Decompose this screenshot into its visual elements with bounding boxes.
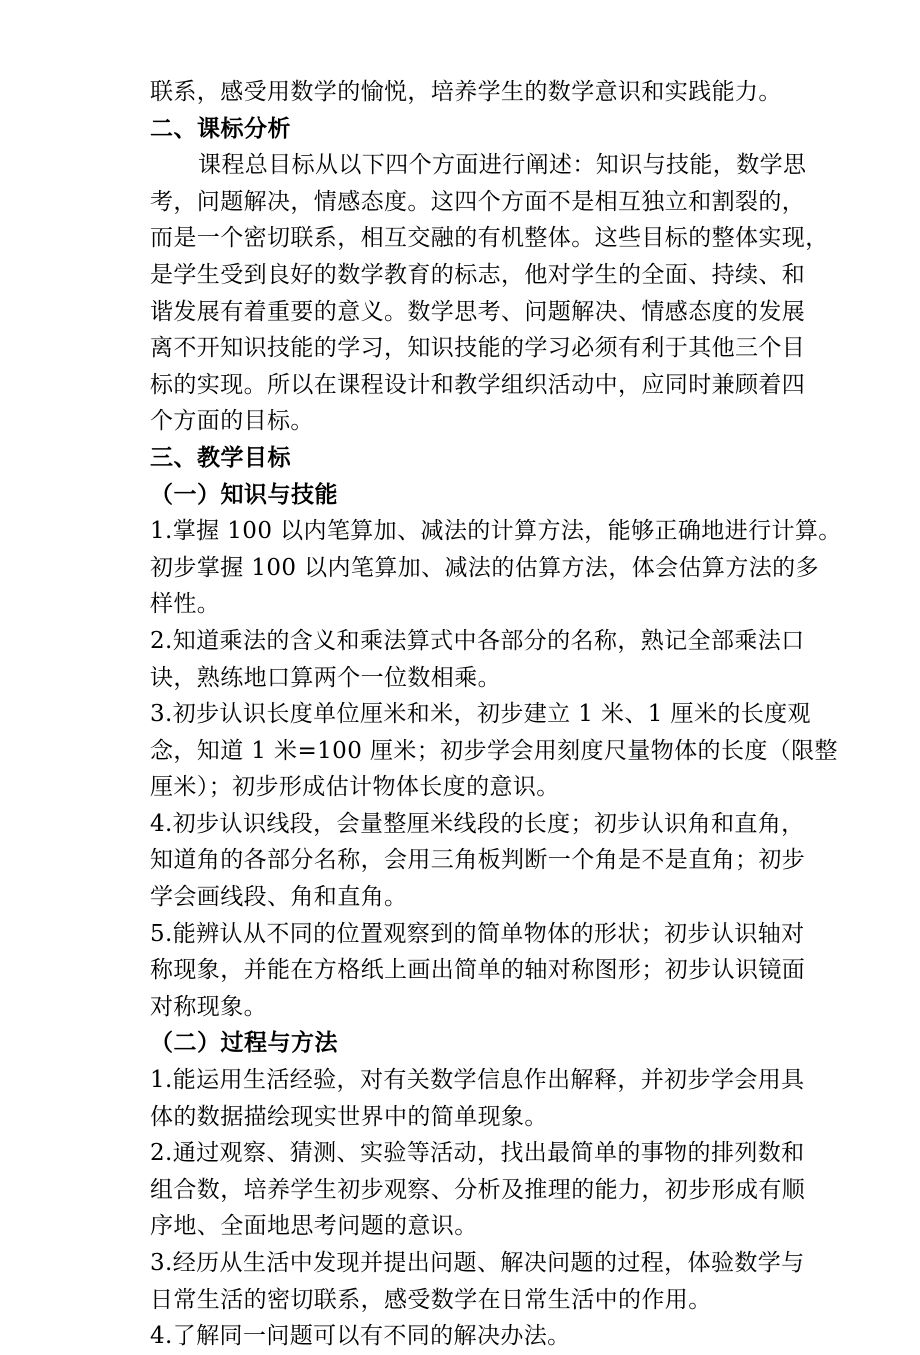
list-item-line: 2.知道乘法的含义和乘法算式中各部分的名称，熟记全部乘法口 [150, 627, 805, 654]
paragraph-line: 考，问题解决，情感态度。这四个方面不是相互独立和割裂的， [150, 188, 806, 215]
curriculum-analysis-paragraph [150, 147, 850, 440]
paragraph-line: 离不开知识技能的学习，知识技能的学习必须有利于其他三个目 [150, 335, 806, 362]
list-item-line: 诀，熟练地口算两个一位数相乘。 [150, 664, 501, 691]
process-methods-list [150, 1062, 850, 1355]
list-item-line: 组合数，培养学生初步观察、分析及推理的能力，初步形成有顺 [150, 1176, 806, 1203]
section-heading-curriculum-analysis: 二、课标分析 [150, 115, 291, 142]
document-page [150, 74, 850, 1355]
list-item-line: 序地、全面地思考问题的意识。 [150, 1213, 478, 1240]
list-item-line: 体的数据描绘现实世界中的简单现象。 [150, 1103, 548, 1130]
intro-line: 联系，感受用数学的愉悦，培养学生的数学意识和实践能力。 [150, 79, 782, 105]
list-item-line: 称现象，并能在方格纸上画出简单的轴对称图形；初步认识镜面 [150, 957, 806, 984]
list-item-line: 3.经历从生活中发现并提出问题、解决问题的过程，体验数学与 [150, 1250, 805, 1276]
paragraph-line: 标的实现。所以在课程设计和教学组织活动中，应同时兼顾着四 [150, 371, 806, 398]
knowledge-skills-list [150, 513, 850, 1025]
paragraph-line: 而是一个密切联系，相互交融的有机整体。这些目标的整体实现， [150, 225, 829, 252]
subsection-heading-process-methods: （二）过程与方法 [150, 1030, 338, 1057]
section-heading-teaching-goals: 三、教学目标 [150, 444, 291, 471]
list-item-line: 4.初步认识线段，会量整厘米线段的长度；初步认识角和直角， [150, 810, 805, 837]
list-item-line: 初步掌握 100 以内笔算加、减法的估算方法，体会估算方法的多 [150, 554, 819, 581]
list-item-line: 日常生活的密切联系，感受数学在日常生活中的作用。 [150, 1286, 712, 1313]
paragraph-line: 课程总目标从以下四个方面进行阐述：知识与技能，数学思 [198, 152, 807, 179]
list-item-line: 样性。 [150, 591, 221, 618]
list-item-line: 4.了解同一问题可以有不同的解决办法。 [150, 1323, 571, 1350]
list-item-line: 1.能运用生活经验，对有关数学信息作出解释，并初步学会用具 [150, 1067, 805, 1094]
list-item-line: 知道角的各部分名称，会用三角板判断一个角是不是直角；初步 [150, 847, 806, 874]
list-item-line: 念，知道 1 米=100 厘米；初步学会用刻度尺量物体的长度（限整 [150, 737, 838, 764]
list-item-line: 5.能辨认从不同的位置观察到的简单物体的形状；初步认识轴对 [150, 920, 805, 947]
subsection-heading-knowledge-skills: （一）知识与技能 [150, 481, 338, 508]
list-item-line: 学会画线段、角和直角。 [150, 884, 408, 911]
paragraph-line: 是学生受到良好的数学教育的标志，他对学生的全面、持续、和 [150, 261, 806, 288]
list-item-line: 1.掌握 100 以内笔算加、减法的计算方法，能够正确地进行计算。 [150, 518, 842, 545]
list-item-line: 3.初步认识长度单位厘米和米，初步建立 1 米、1 厘米的长度观 [150, 701, 811, 728]
list-item-line: 厘米）；初步形成估计物体长度的意识。 [150, 774, 560, 801]
paragraph-line: 个方面的目标。 [150, 408, 314, 435]
list-item-line: 2.通过观察、猜测、实验等活动，找出最简单的事物的排列数和 [150, 1140, 805, 1167]
list-item-line: 对称现象。 [150, 993, 267, 1020]
paragraph-line: 谐发展有着重要的意义。数学思考、问题解决、情感态度的发展 [150, 298, 806, 325]
